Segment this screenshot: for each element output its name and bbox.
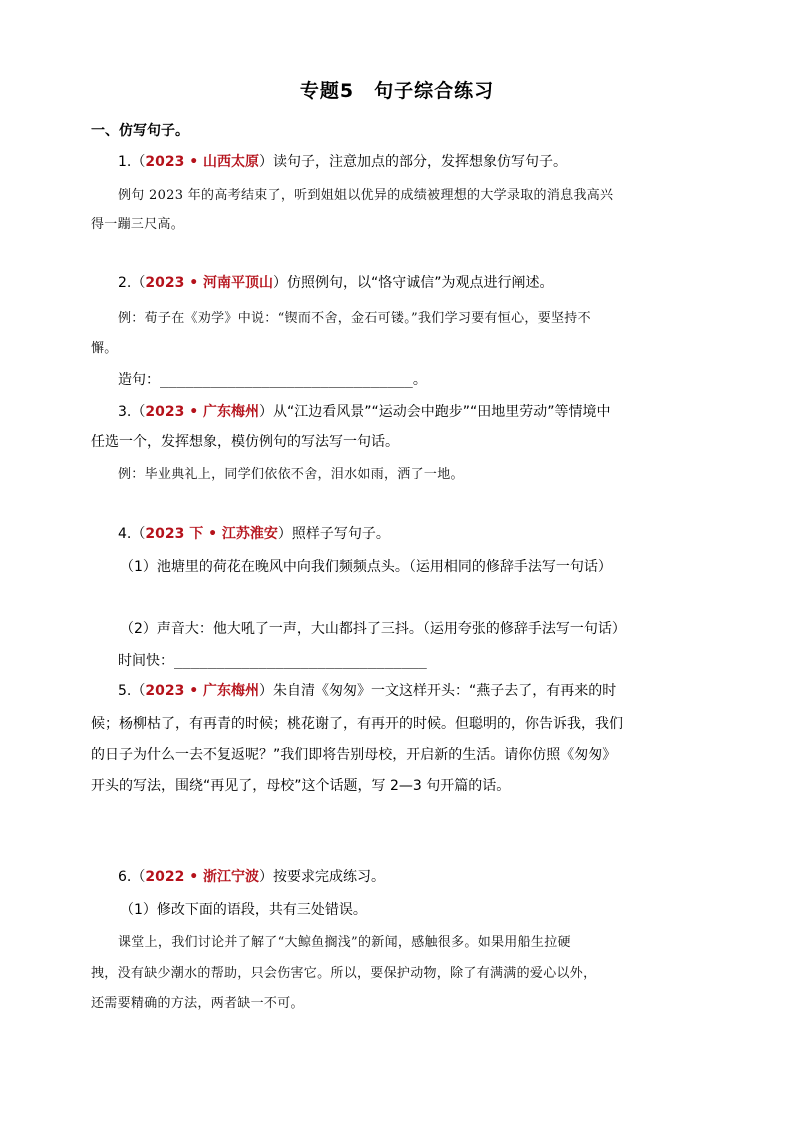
sub-question: （2）声音大：他大吼了一声，大山都抖了三抖。（运用夸张的修辞手法写一句话）: [120, 621, 626, 637]
question-1: 1.（2023 • 山西太原）读句子，注意加点的部分，发挥想象仿写句子。: [118, 154, 568, 170]
question-3: 3.（2023 • 广东梅州）从“江边看风景”“运动会中跑步”“田地里劳动”等情境中: [118, 404, 611, 420]
passage-text: 还需要精确的方法，两者缺一不可。: [91, 996, 304, 1011]
page-title: 专题5 句子综合练习: [299, 80, 495, 102]
example-sentence: 例：毕业典礼上，同学们依依不舍，泪水如雨，洒了一地。: [118, 467, 464, 482]
question-prompt: 任选一个，发挥想象，模仿例句的写法写一句话。: [91, 434, 399, 450]
question-source: 2023 • 山西太原: [145, 154, 260, 170]
question-prompt: 候；杨柳枯了，有再青的时候；桃花谢了，有再开的时候。但聪明的，你告诉我，我们: [91, 716, 623, 732]
question-prompt: 仿照例句，以“恪守诚信”为观点进行阐述。: [287, 275, 554, 291]
answer-blank[interactable]: ______________________________。: [160, 372, 427, 388]
question-prompt: 按要求完成练习。: [273, 869, 386, 885]
question-4: 4.（2023 下 • 江苏淮安）照样子写句子。: [118, 526, 390, 542]
question-source: 2023 • 广东梅州: [145, 404, 260, 420]
example-sentence: 懈。: [91, 341, 118, 356]
question-prompt: 朱自清《匆匆》一文这样开头：“燕子去了，有再来的时: [273, 683, 617, 699]
example-sentence: 例：荀子在《劝学》中说：“锲而不舍，金石可镂。”我们学习要有恒心，要坚持不: [118, 311, 591, 326]
question-number: 2.: [118, 275, 132, 291]
question-5: 5.（2023 • 广东梅州）朱自清《匆匆》一文这样开头：“燕子去了，有再来的时: [118, 683, 617, 699]
answer-label: 造句：: [118, 372, 160, 388]
question-source: 2023 • 广东梅州: [145, 683, 260, 699]
answer-line: [118, 650, 427, 670]
question-number: 6.: [118, 869, 132, 885]
example-sentence: 例句 2023 年的高考结束了，听到姐姐以优异的成绩被理想的大学录取的消息我高兴: [118, 188, 614, 203]
passage-text: 课堂上，我们讨论并了解了“大鲸鱼搁浅”的新闻，感触很多。如果用船生拉硬: [118, 935, 571, 950]
sub-question: （1）池塘里的荷花在晚风中向我们频频点头。（运用相同的修辞手法写一句话）: [120, 559, 612, 575]
question-source: 2023 • 河南平顶山: [145, 275, 274, 291]
question-source: 2022 • 浙江宁波: [145, 869, 260, 885]
question-6: 6.（2022 • 浙江宁波）按要求完成练习。: [118, 869, 386, 885]
example-sentence: 得一蹦三尺高。: [91, 217, 185, 232]
question-prompt: 照样子写句子。: [291, 526, 390, 542]
question-source: 2023 下 • 江苏淮安: [145, 526, 278, 542]
question-number: 3.: [118, 404, 132, 420]
question-number: 4.: [118, 526, 132, 542]
passage-text: 拽，没有缺少潮水的帮助，只会伤害它。所以，要保护动物，除了有满满的爱心以外，: [91, 966, 597, 981]
question-prompt: 读句子，注意加点的部分，发挥想象仿写句子。: [273, 154, 568, 170]
question-prompt: 开头的写法，围绕“再见了，母校”这个话题，写 2—3 句开篇的话。: [91, 778, 511, 794]
answer-line: [118, 369, 427, 389]
question-2: 2.（2023 • 河南平顶山）仿照例句，以“恪守诚信”为观点进行阐述。: [118, 275, 554, 291]
answer-label: 时间快：: [118, 653, 174, 669]
section-heading: 一、仿写句子。: [91, 123, 189, 139]
answer-blank[interactable]: ______________________________: [174, 653, 427, 669]
question-prompt: 的日子为什么一去不复返呢？”我们即将告别母校，开启新的生活。请你仿照《匆匆》: [91, 747, 617, 763]
sub-question: （1）修改下面的语段，共有三处错误。: [120, 902, 367, 918]
question-number: 1.: [118, 154, 132, 170]
question-number: 5.: [118, 683, 132, 699]
question-prompt: 从“江边看风景”“运动会中跑步”“田地里劳动”等情境中: [273, 404, 611, 420]
